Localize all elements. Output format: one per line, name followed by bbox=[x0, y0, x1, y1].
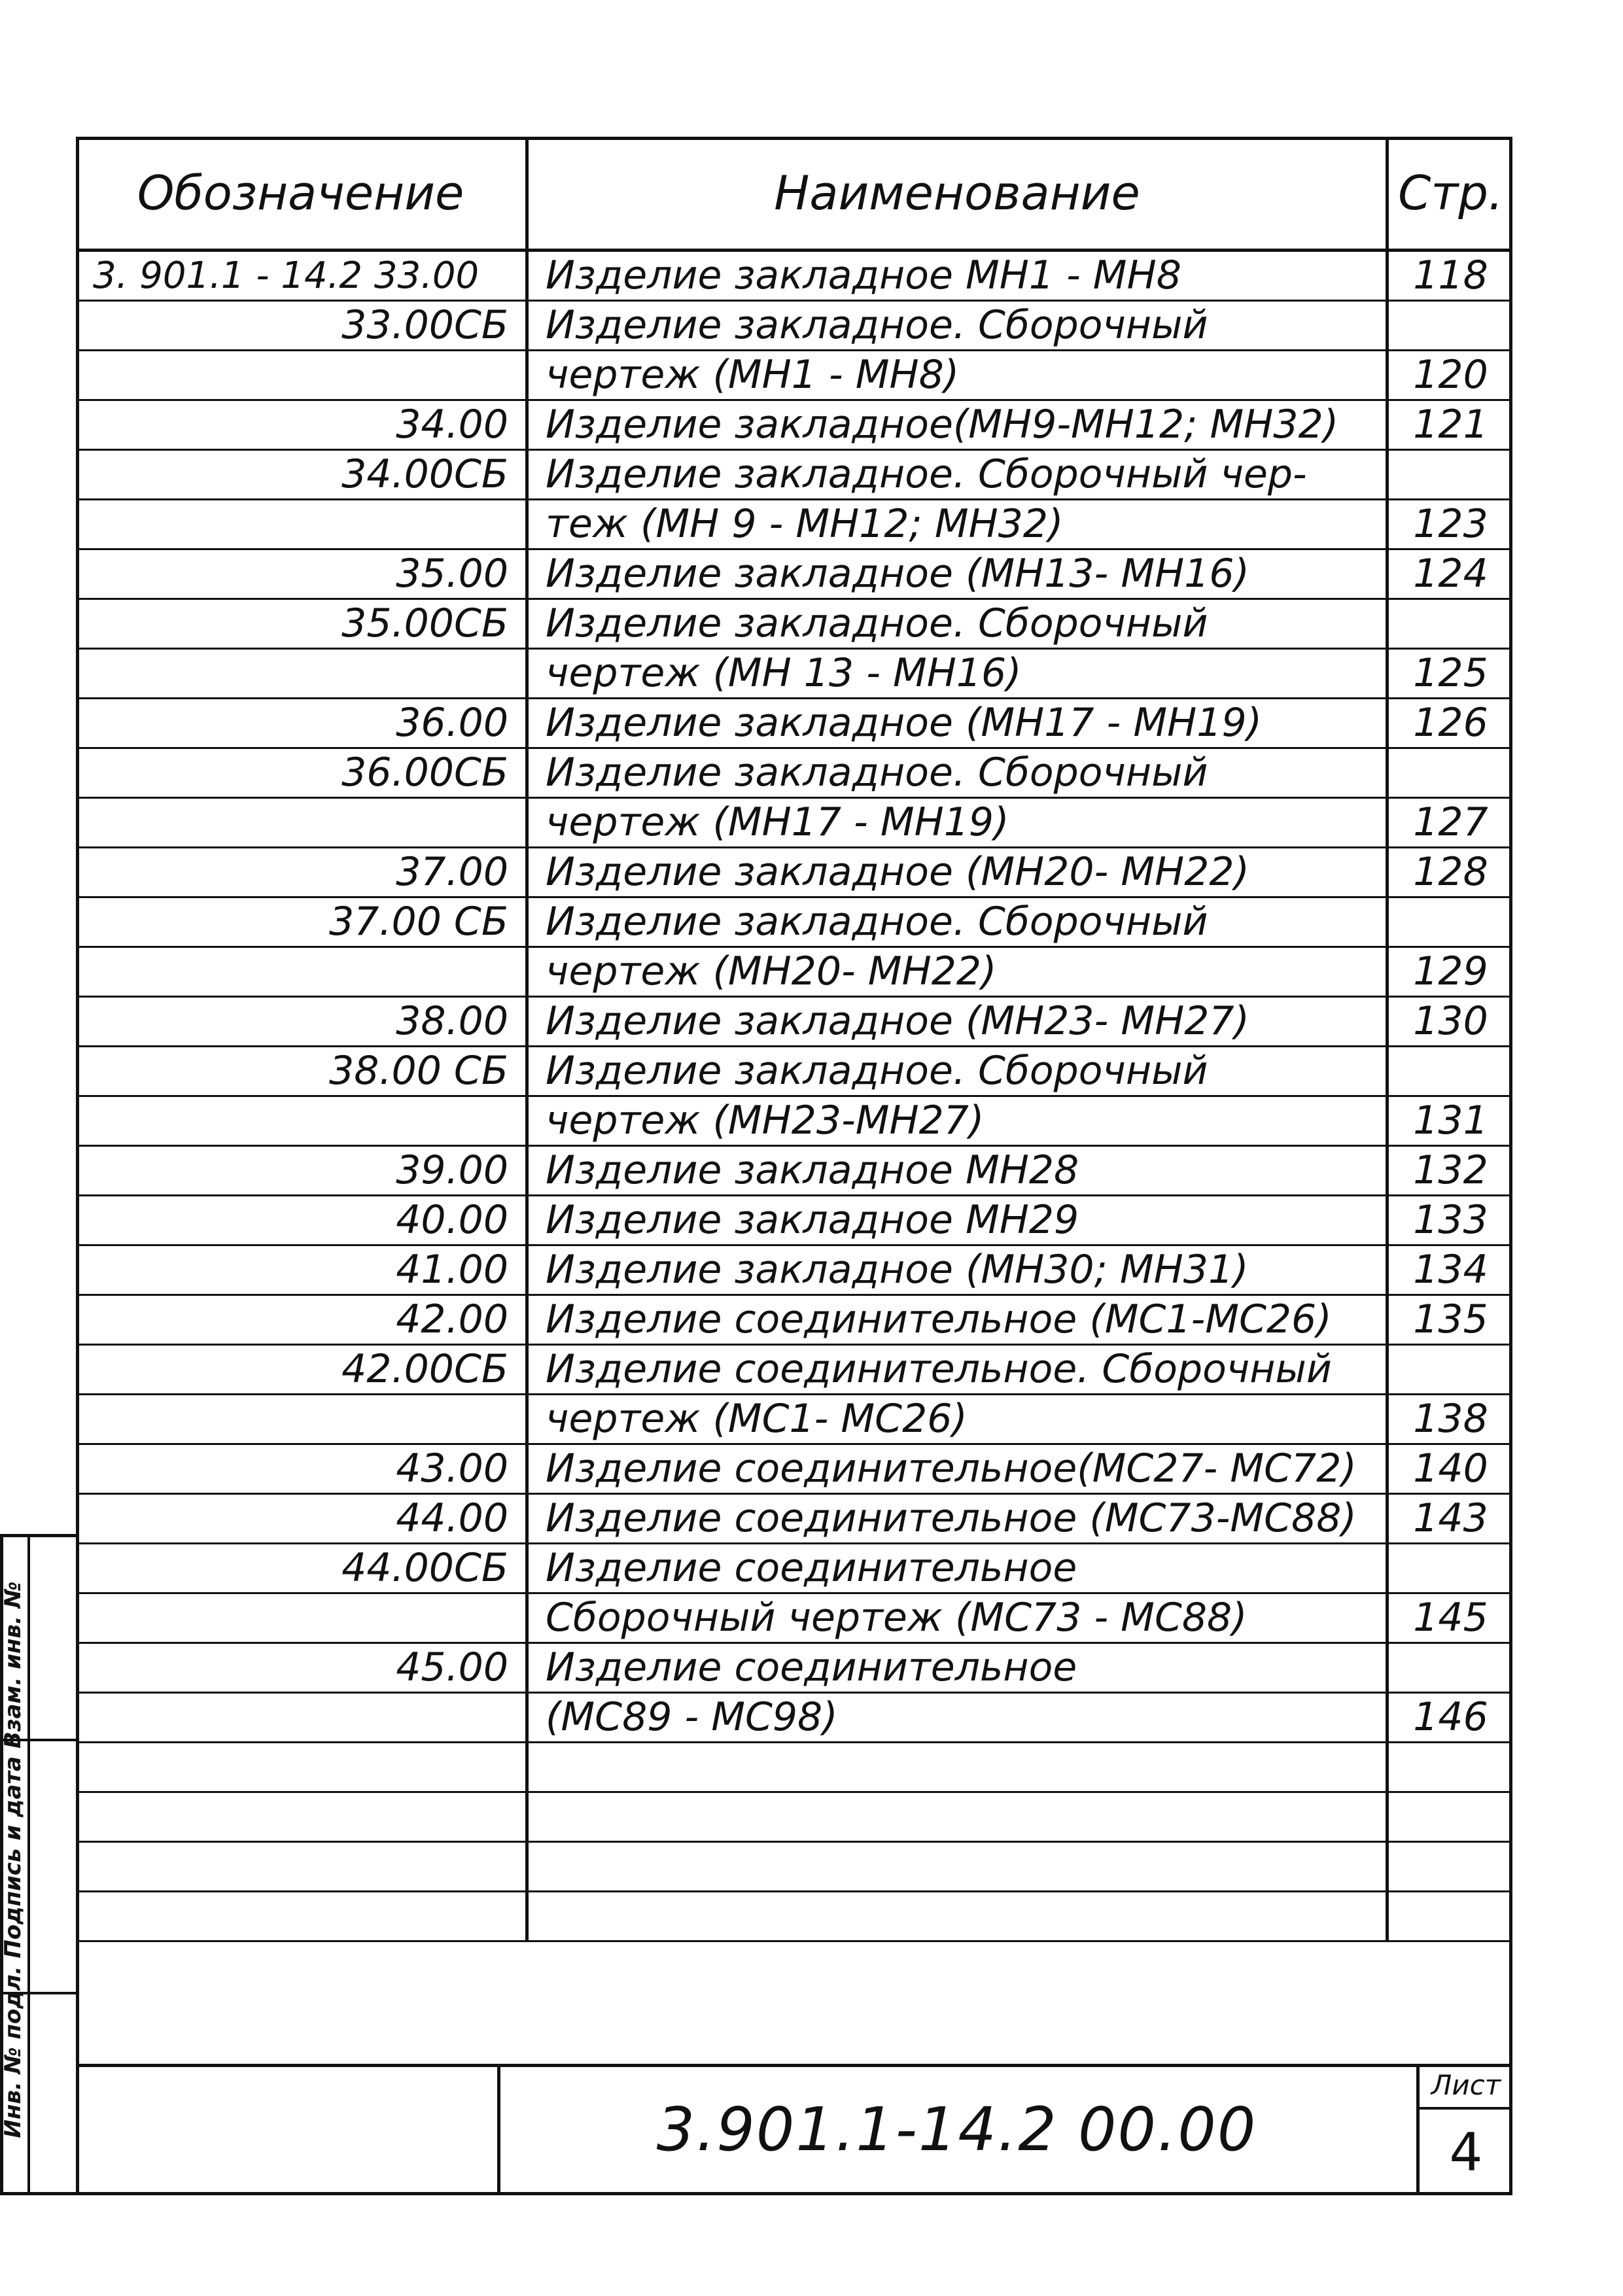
row-code: 43.00 bbox=[76, 1445, 529, 1493]
row-page bbox=[1389, 302, 1512, 349]
row-name: Изделие закладное (МН17 - МН19) bbox=[529, 699, 1389, 747]
row-name: Изделие соединительное (МС1-МС26) bbox=[529, 1296, 1389, 1344]
row-page bbox=[1389, 1743, 1512, 1791]
table-row bbox=[76, 252, 1512, 302]
row-page: 129 bbox=[1413, 948, 1488, 994]
row-code bbox=[76, 799, 529, 846]
row-page: 131 bbox=[1413, 1098, 1488, 1143]
table-header bbox=[76, 137, 1512, 252]
row-name: чертеж (МН23-МН27) bbox=[529, 1097, 1389, 1145]
row-code bbox=[76, 351, 529, 399]
row-page: 121 bbox=[1413, 402, 1488, 447]
row-page: 124 bbox=[1413, 551, 1488, 597]
row-name: чертеж (МН 13 - МН16) bbox=[529, 650, 1389, 697]
row-name: Изделие закладное МН1 - МН8 bbox=[529, 252, 1389, 300]
margin-stamp-text: Инв. № подл. Подпись и дата Взам. инв. № bbox=[0, 1581, 26, 2138]
row-name: чертеж (МН1 - МН8) bbox=[529, 351, 1389, 399]
table-row bbox=[76, 451, 1512, 500]
row-page: 118 bbox=[1413, 252, 1488, 298]
row-page bbox=[1389, 898, 1512, 946]
row-name: Изделие закладное МН28 bbox=[529, 1147, 1389, 1194]
row-page: 123 bbox=[1413, 501, 1488, 547]
row-code: 45.00 bbox=[76, 1644, 529, 1692]
row-page bbox=[1389, 1793, 1512, 1841]
row-code bbox=[76, 1743, 529, 1791]
table-row bbox=[76, 351, 1512, 401]
table-row bbox=[76, 1843, 1512, 1892]
row-page: 138 bbox=[1413, 1396, 1488, 1442]
row-code: 37.00 bbox=[76, 848, 529, 896]
table-row bbox=[76, 1395, 1512, 1445]
row-page: 130 bbox=[1413, 998, 1488, 1044]
row-page: 134 bbox=[1413, 1247, 1488, 1293]
row-code: 38.00 bbox=[76, 998, 529, 1045]
row-page bbox=[1389, 1346, 1512, 1393]
row-name: (МС89 - МС98) bbox=[529, 1694, 1389, 1741]
row-page bbox=[1389, 451, 1512, 498]
row-code bbox=[76, 650, 529, 697]
row-page: 133 bbox=[1413, 1197, 1488, 1243]
row-page bbox=[1389, 1843, 1512, 1890]
header-name: Наименование bbox=[529, 137, 1389, 249]
row-page: 143 bbox=[1413, 1495, 1488, 1541]
row-name: Изделие закладное. Сборочный чер- bbox=[529, 451, 1389, 498]
table-row bbox=[76, 848, 1512, 898]
table-row bbox=[76, 1644, 1512, 1694]
row-page: 126 bbox=[1413, 700, 1488, 746]
row-name: Изделие соединительное (МС73-МС88) bbox=[529, 1495, 1389, 1542]
row-name: Изделие закладное (МН20- МН22) bbox=[529, 848, 1389, 896]
row-code: 36.00СБ bbox=[76, 749, 529, 797]
row-name: Изделие соединительное(МС27- МС72) bbox=[529, 1445, 1389, 1493]
table-row bbox=[76, 749, 1512, 799]
row-code: 41.00 bbox=[76, 1246, 529, 1294]
row-name: Изделие закладное(МН9-МН12; МН32) bbox=[529, 401, 1389, 449]
row-page: 120 bbox=[1413, 352, 1488, 398]
row-name: Изделие соединительное bbox=[529, 1544, 1389, 1592]
table-body bbox=[76, 252, 1512, 1942]
table-row bbox=[76, 1495, 1512, 1544]
row-code: 3. 901.1 - 14.2 33.00 bbox=[76, 252, 529, 300]
row-code bbox=[76, 1892, 529, 1940]
row-name bbox=[529, 1843, 1389, 1890]
row-page bbox=[1389, 1544, 1512, 1592]
row-code bbox=[76, 1694, 529, 1741]
table-row bbox=[76, 302, 1512, 351]
row-code: 33.00СБ bbox=[76, 302, 529, 349]
table-row bbox=[76, 1694, 1512, 1743]
table-row bbox=[76, 401, 1512, 451]
table-row bbox=[76, 1147, 1512, 1196]
row-name: Изделие соединительное bbox=[529, 1644, 1389, 1692]
table-row bbox=[76, 1544, 1512, 1594]
row-code bbox=[76, 1843, 529, 1890]
row-code bbox=[76, 1395, 529, 1443]
row-code bbox=[76, 500, 529, 548]
table-row bbox=[76, 699, 1512, 749]
table-row bbox=[76, 1196, 1512, 1246]
row-page: 128 bbox=[1413, 849, 1488, 895]
row-code bbox=[76, 948, 529, 996]
row-code: 38.00 СБ bbox=[76, 1047, 529, 1095]
row-page bbox=[1389, 600, 1512, 648]
row-code: 42.00 bbox=[76, 1296, 529, 1344]
row-code bbox=[76, 1793, 529, 1841]
row-page: 140 bbox=[1413, 1446, 1488, 1491]
row-code: 34.00 bbox=[76, 401, 529, 449]
table-row bbox=[76, 1892, 1512, 1942]
row-code: 34.00СБ bbox=[76, 451, 529, 498]
row-page bbox=[1389, 749, 1512, 797]
table-row bbox=[76, 799, 1512, 848]
table-row bbox=[76, 898, 1512, 948]
table-row bbox=[76, 1594, 1512, 1644]
row-page: 127 bbox=[1413, 799, 1488, 845]
table-row bbox=[76, 1445, 1512, 1495]
row-name bbox=[529, 1892, 1389, 1940]
row-page: 132 bbox=[1413, 1147, 1488, 1193]
row-code: 35.00СБ bbox=[76, 600, 529, 648]
table-row bbox=[76, 650, 1512, 699]
row-name: Изделие закладное (МН13- МН16) bbox=[529, 550, 1389, 598]
table-row bbox=[76, 500, 1512, 550]
row-name: теж (МН 9 - МН12; МН32) bbox=[529, 500, 1389, 548]
table-row bbox=[76, 550, 1512, 600]
row-page bbox=[1389, 1644, 1512, 1692]
row-page bbox=[1389, 1047, 1512, 1095]
document-code: 3.901.1-14.2 00.00 bbox=[656, 2095, 1257, 2165]
row-code: 37.00 СБ bbox=[76, 898, 529, 946]
sheet-label: Лист bbox=[1420, 2064, 1512, 2110]
row-name: чертеж (МН20- МН22) bbox=[529, 948, 1389, 996]
row-code: 44.00СБ bbox=[76, 1544, 529, 1592]
table-row bbox=[76, 1047, 1512, 1097]
table-row bbox=[76, 1346, 1512, 1395]
row-page: 125 bbox=[1413, 650, 1488, 696]
header-code: Обозначение bbox=[76, 137, 529, 249]
table-row bbox=[76, 948, 1512, 998]
row-page bbox=[1389, 1892, 1512, 1940]
table-row bbox=[76, 1246, 1512, 1296]
header-page: Стр. bbox=[1398, 165, 1503, 220]
row-name: Изделие закладное (МН23- МН27) bbox=[529, 998, 1389, 1045]
row-code: 44.00 bbox=[76, 1495, 529, 1542]
row-name bbox=[529, 1793, 1389, 1841]
table-row bbox=[76, 1296, 1512, 1346]
row-name: Изделие соединительное. Сборочный bbox=[529, 1346, 1389, 1393]
row-code bbox=[76, 1097, 529, 1145]
table-row bbox=[76, 1743, 1512, 1793]
table-row bbox=[76, 600, 1512, 650]
row-name: Изделие закладное. Сборочный bbox=[529, 600, 1389, 648]
row-page: 145 bbox=[1413, 1595, 1488, 1641]
row-name: Изделие закладное. Сборочный bbox=[529, 898, 1389, 946]
row-name: Изделие закладное (МН30; МН31) bbox=[529, 1246, 1389, 1294]
row-code bbox=[76, 1594, 529, 1642]
row-code: 36.00 bbox=[76, 699, 529, 747]
row-name: чертеж (МС1- МС26) bbox=[529, 1395, 1389, 1443]
table-row bbox=[76, 1097, 1512, 1147]
row-page: 146 bbox=[1413, 1694, 1488, 1740]
margin-stamp-divider bbox=[27, 1534, 30, 2195]
table-row bbox=[76, 1793, 1512, 1843]
row-page: 135 bbox=[1413, 1296, 1488, 1342]
row-name: Изделие закладное. Сборочный bbox=[529, 749, 1389, 797]
row-name: Изделие закладное. Сборочный bbox=[529, 1047, 1389, 1095]
sheet-number: 4 bbox=[1449, 2122, 1483, 2183]
table-row bbox=[76, 998, 1512, 1047]
row-name bbox=[529, 1743, 1389, 1791]
row-code: 35.00 bbox=[76, 550, 529, 598]
sheet-box bbox=[1416, 2064, 1512, 2195]
row-code: 39.00 bbox=[76, 1147, 529, 1194]
row-code: 42.00СБ bbox=[76, 1346, 529, 1393]
row-name: Изделие закладное. Сборочный bbox=[529, 302, 1389, 349]
row-name: чертеж (МН17 - МН19) bbox=[529, 799, 1389, 846]
row-code: 40.00 bbox=[76, 1196, 529, 1244]
row-name: Сборочный чертеж (МС73 - МС88) bbox=[529, 1594, 1389, 1642]
row-name: Изделие закладное МН29 bbox=[529, 1196, 1389, 1244]
